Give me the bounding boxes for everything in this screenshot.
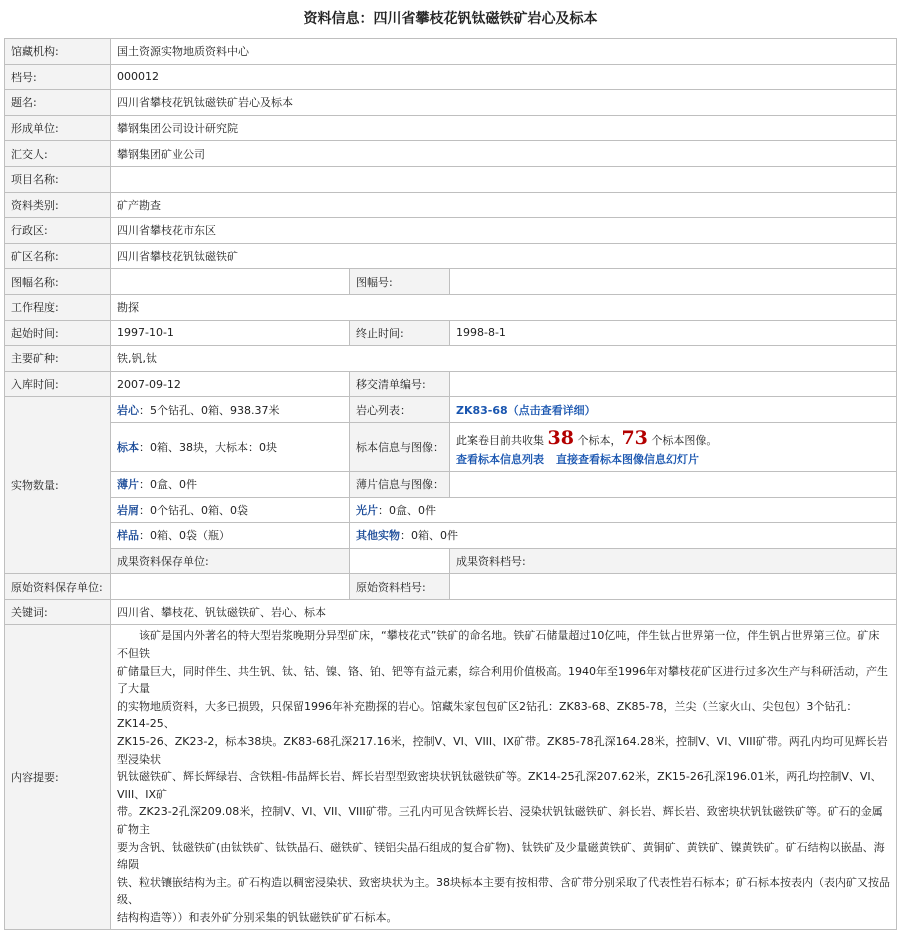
value-archive-org: 国土资源实物地质资料中心 [111, 39, 897, 65]
label-project: 项目名称: [5, 166, 111, 192]
label-producer: 形成单位: [5, 115, 111, 141]
value-region: 四川省攀枝花市东区 [111, 218, 897, 244]
summary-text [111, 625, 897, 929]
label-transfer-no: 移交清单编号: [350, 371, 450, 397]
core-count [111, 397, 350, 423]
table-row [5, 625, 897, 929]
summary-line: 钒钛磁铁矿、辉长辉绿岩、含铁粗-伟晶辉长岩、辉长岩型型致密块状钒钛磁铁矿等。ZK14-25孔深207.62米，ZK15-26孔深196.01米，两孔均控制V、VI、VIII、IX矿 [117, 770, 882, 801]
label-minerals: 主要矿种: [5, 346, 111, 372]
label-physical: 实物数量: [5, 397, 111, 574]
label-result-unit: 成果资料保存单位: [111, 548, 350, 574]
info-table [4, 38, 897, 930]
table-row [5, 346, 897, 372]
label-original-no: 原始资料档号: [350, 574, 450, 600]
table-row [5, 523, 897, 549]
table-row [5, 397, 897, 423]
core-text: ：5个钻孔、0箱、938.37米 [139, 403, 280, 417]
polished-name: 光片 [356, 503, 378, 517]
rock-chip-name: 岩屑 [117, 503, 139, 517]
summary-line: 矿储量巨大，同时伴生、共生钒、钛、钴、镍、铬、铂、钯等有益元素，综合利用价值极高。1940年至1996年对攀枝花矿区进行过多次生产与科研活动，产生了大量 [117, 664, 888, 696]
table-row [5, 90, 897, 116]
page-title: 资料信息：四川省攀枝花钒钛磁铁矿岩心及标本 [303, 11, 598, 27]
value-original-unit [111, 574, 350, 600]
label-summary: 内容提要: [5, 625, 111, 929]
label-subject: 题名: [5, 90, 111, 116]
specimen-summary-prefix: 此案卷目前共收集 [456, 433, 548, 447]
value-subject: 四川省攀枝花钒钛磁铁矿岩心及标本 [111, 90, 897, 116]
value-minerals: 铁,钒,钛 [111, 346, 897, 372]
table-row [5, 422, 897, 471]
table-row [5, 166, 897, 192]
specimen-name: 标本 [117, 440, 139, 454]
label-specimen-info: 标本信息与图像： [350, 422, 450, 471]
table-row [5, 115, 897, 141]
specimen-summary-suffix: 个标本图像。 [647, 433, 718, 447]
summary-line-text: 该矿是国内外著名的特大型岩浆晚期分异型矿床，“攀枝花式”铁矿的命名地。铁矿石储量超过10亿吨，伴生钛占世界第一位，伴生钒占世界第三位。矿床不但铁 [117, 629, 880, 661]
table-row [5, 64, 897, 90]
table-row [5, 218, 897, 244]
value-start: 1997-10-1 [111, 320, 350, 346]
value-thin-info [450, 471, 897, 497]
rock-chip-count [111, 497, 350, 523]
table-row [5, 497, 897, 523]
thin-name: 薄片 [117, 478, 139, 492]
table-row [5, 269, 897, 295]
value-file-no: 000012 [111, 64, 897, 90]
table-row [5, 371, 897, 397]
table-row [5, 294, 897, 320]
value-end: 1998-8-1 [450, 320, 897, 346]
label-thin-info: 薄片信息与图像： [350, 471, 450, 497]
value-work-level: 勘探 [111, 294, 897, 320]
table-row [5, 39, 897, 65]
label-mine: 矿区名称: [5, 243, 111, 269]
core-name: 岩心 [117, 403, 139, 417]
other-count [350, 523, 897, 549]
summary-line: 要为含钒、钛磁铁矿(由钛铁矿、钛铁晶石、磁铁矿、镁铝尖晶石组成的复合矿物)、钛铁矿及少量磁黄铁矿、黄铜矿、黄铁矿、镍黄铁矿。矿石结构以嵌晶、海绵陨 [117, 840, 885, 872]
other-name: 其他实物 [356, 529, 400, 543]
summary-line: 的实物地质资料，大多已损毁，只保留1996年补充勘探的岩心。馆藏朱家包包矿区2钻孔：ZK83-68、ZK85-78，兰尖（兰家火山、尖包包）3个钻孔：ZK14-25、 [117, 699, 858, 731]
thin-text: ：0盒、0件 [139, 478, 197, 492]
summary-line [117, 627, 890, 662]
specimen-text: ：0箱、38块，大标本：0块 [139, 440, 277, 454]
value-producer: 攀钢集团公司设计研究院 [111, 115, 897, 141]
value-mine: 四川省攀枝花钒钛磁铁矿 [111, 243, 897, 269]
sample-text: ：0箱、0袋（瓶） [139, 529, 230, 543]
value-keywords: 四川省、攀枝花、钒钛磁铁矿、岩心、标本 [111, 599, 897, 625]
label-map-name: 图幅名称: [5, 269, 111, 295]
table-row [5, 141, 897, 167]
label-start: 起始时间: [5, 320, 111, 346]
label-submitter: 汇交人: [5, 141, 111, 167]
label-result-no: 成果资料档号: [450, 548, 897, 574]
table-row [5, 192, 897, 218]
value-transfer-no [450, 371, 897, 397]
label-region: 行政区: [5, 218, 111, 244]
value-submitter: 攀钢集团矿业公司 [111, 141, 897, 167]
specimen-list-link[interactable]: 查看标本信息列表 [456, 452, 544, 466]
specimen-slides-link[interactable]: 直接查看标本图像信息幻灯片 [556, 452, 699, 466]
table-row [5, 471, 897, 497]
specimen-summary-mid: 个标本， [573, 433, 622, 447]
table-row [5, 243, 897, 269]
value-map-name [111, 269, 350, 295]
label-map-no: 图幅号: [350, 269, 450, 295]
rock-chip-text: ：0个钻孔、0箱、0袋 [139, 503, 248, 517]
specimen-count [111, 422, 350, 471]
summary-line: 铁、粒状镶嵌结构为主。矿石构造以稠密浸染状、致密块状为主。38块标本主要有按相带、含矿带分别采取了代表性岩石标本；矿石标本按表内（表内矿又按品级、 [117, 875, 890, 907]
label-keywords: 关键词: [5, 599, 111, 625]
table-row [5, 599, 897, 625]
summary-line: 带。ZK23-2孔深209.08米，控制V、VI、VII、VIII矿带。三孔内可见含铁辉长岩、浸染状钒钛磁铁矿、斜长岩、辉长岩、致密块状钒钛磁铁矿等。矿石的金属矿物主 [117, 805, 883, 836]
label-category: 资料类别: [5, 192, 111, 218]
specimen-count-number: 38 [547, 426, 574, 449]
value-result-unit [350, 548, 450, 574]
label-end: 终止时间: [350, 320, 450, 346]
value-map-no [450, 269, 897, 295]
sample-name: 样品 [117, 529, 139, 543]
table-row [5, 548, 897, 574]
table-row [5, 320, 897, 346]
table-row [5, 574, 897, 600]
other-text: ：0箱、0件 [400, 529, 458, 543]
specimen-info [450, 422, 897, 471]
value-project [111, 166, 897, 192]
label-file-no: 档号: [5, 64, 111, 90]
label-core-list: 岩心列表： [350, 397, 450, 423]
polished-count [350, 497, 897, 523]
label-storage-date: 入库时间: [5, 371, 111, 397]
image-count-number: 73 [621, 426, 648, 449]
thin-count [111, 471, 350, 497]
value-category: 矿产勘查 [111, 192, 897, 218]
specimen-summary [456, 427, 890, 449]
label-original-unit: 原始资料保存单位: [5, 574, 111, 600]
value-original-no [450, 574, 897, 600]
summary-line: ZK15-26、ZK23-2，标本38块。ZK83-68孔深217.16米，控制V、VI、VIII、IX矿带。ZK85-78孔深164.28米，控制V、VI、VIII矿带。两孔内均可见辉长岩型浸染状 [117, 735, 888, 766]
label-work-level: 工作程度: [5, 294, 111, 320]
value-storage-date: 2007-09-12 [111, 371, 350, 397]
label-archive-org: 馆藏机构: [5, 39, 111, 65]
sample-count [111, 523, 350, 549]
core-list-link[interactable]: ZK83-68（点击查看详细） [456, 403, 596, 417]
summary-line: 结构构造等））和表外矿分别采集的钒钛磁铁矿矿石标本。 [117, 910, 398, 924]
polished-text: ：0盒、0件 [378, 503, 436, 517]
